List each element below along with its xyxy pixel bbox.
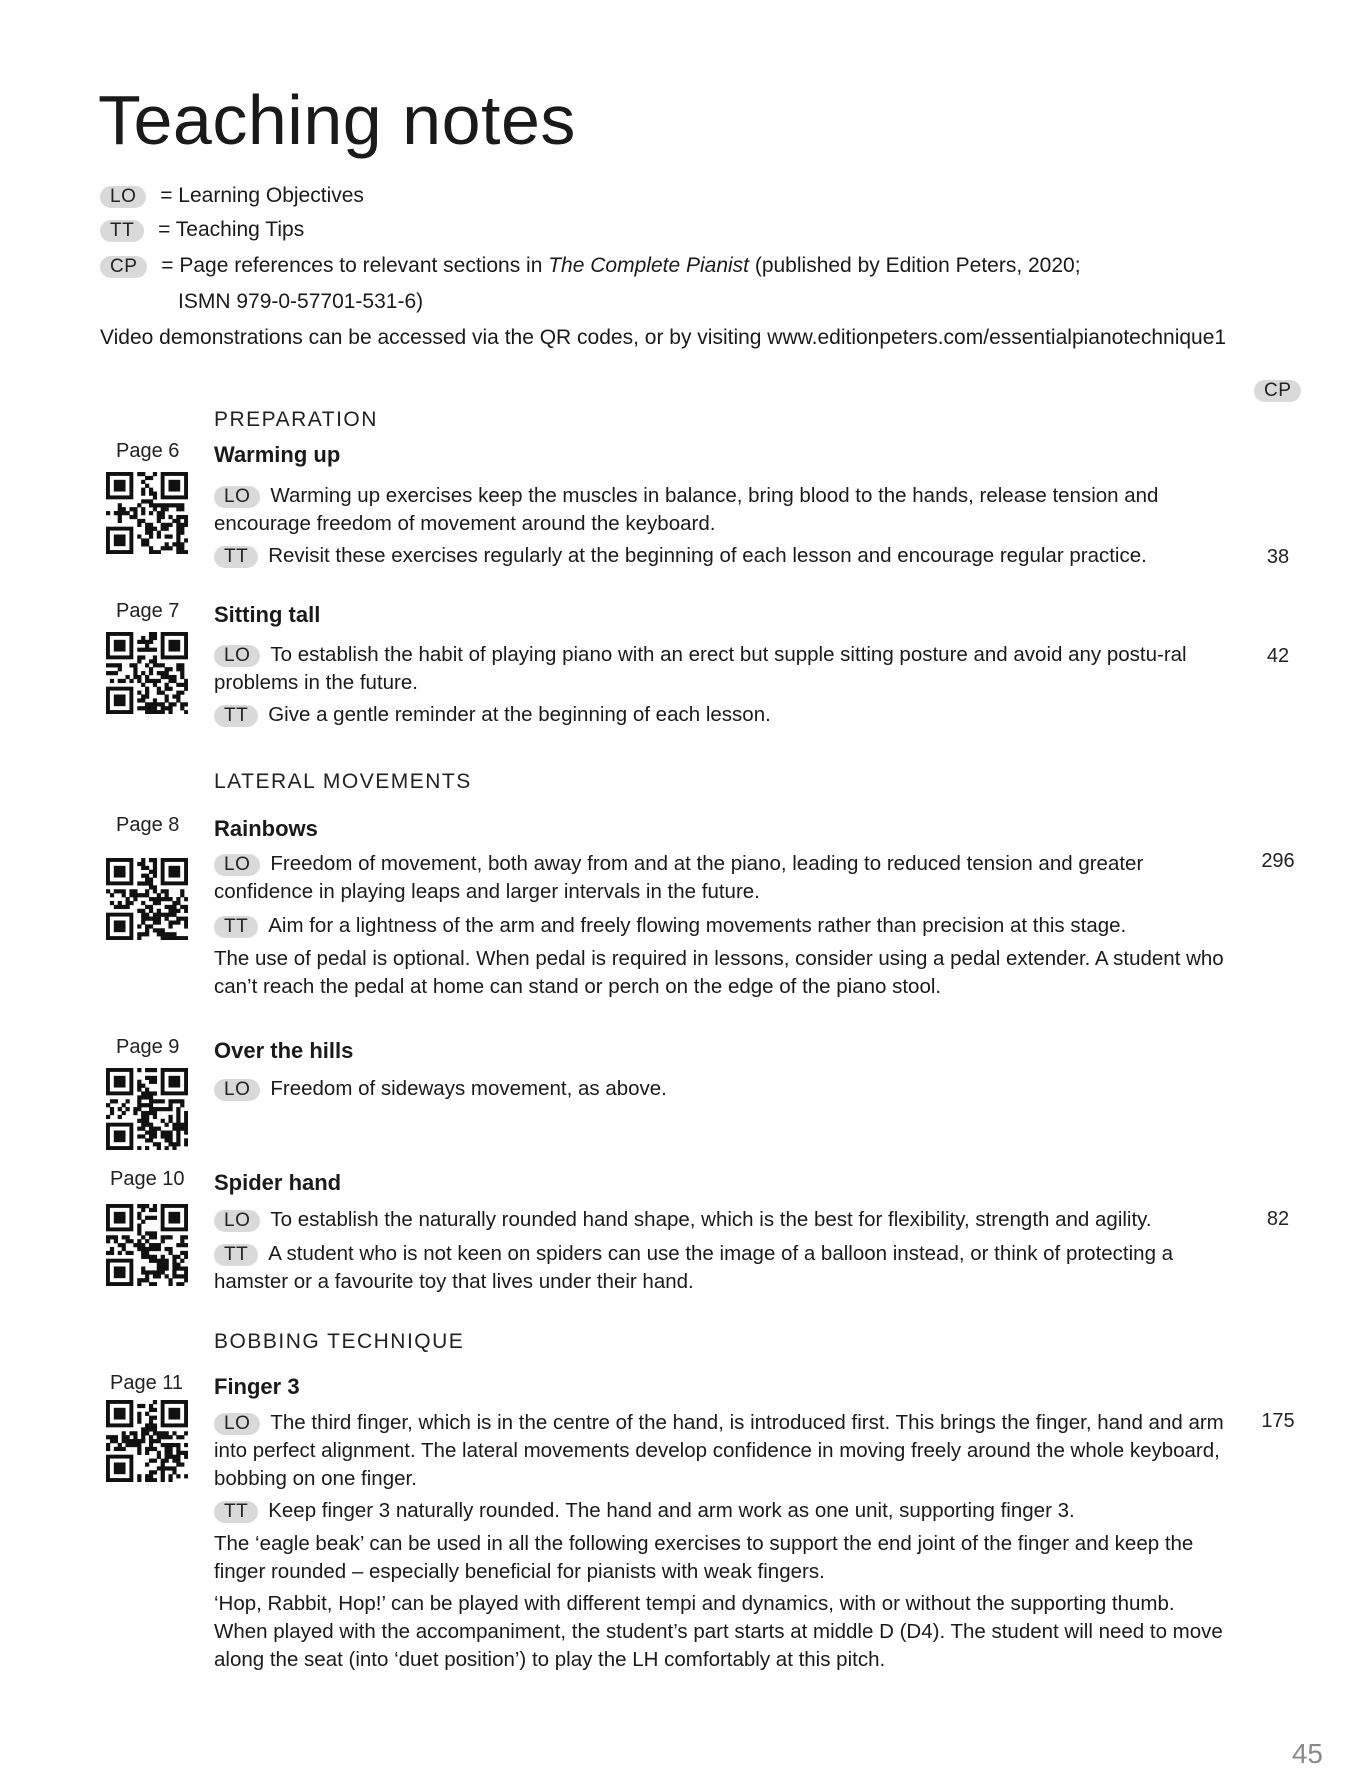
cp-column-header: CP bbox=[1254, 380, 1301, 402]
entry-title: Over the hills bbox=[214, 1038, 354, 1063]
cp-reference: 42 bbox=[1266, 645, 1290, 667]
legend-lo bbox=[100, 184, 364, 208]
note-paragraph: ‘Hop, Rabbit, Hop!’ can be played with different tempi and dynamics, with or without the supporting thumb. When played with the accompaniment, the student’s part starts at middle D (D4). The student will need to move along the seat (into ‘duet position’) to play the LH comfortably at this pitch. bbox=[214, 1592, 1223, 1671]
learning-objective: LO To establish the naturally rounded hand shape, which is the best for flexibility, strength and agility. bbox=[214, 1206, 1224, 1234]
legend-text: = Teaching Tips bbox=[158, 218, 305, 241]
learning-objective: LO To establish the habit of playing piano with an erect but supple sitting posture and avoid any postu-ral problems in the future. bbox=[214, 643, 1187, 694]
page-title: Teaching notes bbox=[98, 81, 576, 159]
tt-badge: TT bbox=[100, 220, 144, 242]
note-paragraph: The use of pedal is optional. When pedal is required in lessons, consider using a pedal extender. A student who can’t reach the pedal at home can stand or perch on the edge of the piano stool. bbox=[214, 947, 1224, 998]
page-ref: Page 10 bbox=[110, 1168, 185, 1190]
lo-badge: LO bbox=[100, 186, 146, 208]
cp-reference: 82 bbox=[1266, 1208, 1290, 1230]
learning-objective: LO Freedom of movement, both away from and at the piano, leading to reduced tension and greater confidence in playing leaps and larger intervals in the future. bbox=[214, 852, 1144, 903]
cp-badge: CP bbox=[100, 256, 147, 278]
qr-code-icon[interactable] bbox=[106, 858, 188, 940]
legend-cp-isbn: ISMN 979-0-57701-531-6) bbox=[178, 290, 424, 313]
page-number: 45 bbox=[1291, 1738, 1323, 1769]
entry-title: Rainbows bbox=[214, 816, 318, 841]
qr-code-icon[interactable] bbox=[106, 472, 188, 554]
cp-reference: 296 bbox=[1261, 850, 1295, 872]
page-ref: Page 6 bbox=[116, 440, 180, 462]
page-ref: Page 7 bbox=[116, 600, 180, 622]
entry-title: Sitting tall bbox=[214, 602, 321, 627]
cp-reference: 38 bbox=[1266, 546, 1290, 568]
teaching-tip: TT Give a gentle reminder at the beginning of each lesson. bbox=[214, 701, 1224, 729]
learning-objective: LO Freedom of sideways movement, as above. bbox=[214, 1075, 1224, 1103]
entry-title: Warming up bbox=[214, 442, 341, 467]
section-heading: PREPARATION bbox=[214, 408, 378, 431]
teaching-tip: TT Aim for a lightness of the arm and freely flowing movements rather than precision at this stage. bbox=[214, 912, 1224, 940]
learning-objective: LO The third finger, which is in the centre of the hand, is introduced first. This brings the finger, hand and arm into perfect alignment. The lateral movements develop confidence in moving freely around the whole keyboard, bobbing on one finger. bbox=[214, 1411, 1224, 1490]
page-ref: Page 9 bbox=[116, 1036, 180, 1058]
cp-reference: 175 bbox=[1261, 1410, 1295, 1432]
section-heading: BOBBING TECHNIQUE bbox=[214, 1330, 465, 1353]
legend-text: = Page references to relevant sections in The Complete Pianist (published by Edition Peters, 2020; bbox=[161, 254, 1081, 277]
legend-tt bbox=[100, 218, 304, 242]
note-paragraph: The ‘eagle beak’ can be used in all the following exercises to support the end joint of the finger and keep the finger rounded – especially beneficial for pianists with weak fingers. bbox=[214, 1532, 1194, 1583]
section-heading: LATERAL MOVEMENTS bbox=[214, 770, 472, 793]
teaching-tip: TT Revisit these exercises regularly at the beginning of each lesson and encourage regular practice. bbox=[214, 542, 1224, 570]
teaching-tip: TT Keep finger 3 naturally rounded. The hand and arm work as one unit, supporting finger 3. bbox=[214, 1497, 1224, 1525]
legend-cp bbox=[100, 254, 1081, 278]
legend-text: = Learning Objectives bbox=[160, 184, 364, 207]
qr-code-icon[interactable] bbox=[106, 1068, 188, 1150]
qr-code-icon[interactable] bbox=[106, 632, 188, 714]
page-ref: Page 11 bbox=[110, 1372, 184, 1394]
page-ref: Page 8 bbox=[116, 814, 180, 836]
intro-text: Video demonstrations can be accessed via the QR codes, or by visiting www.editionpeters.com/essentialpianotechnique1 bbox=[100, 326, 1227, 349]
entry-title: Finger 3 bbox=[214, 1374, 300, 1399]
qr-code-icon[interactable] bbox=[106, 1204, 188, 1286]
entry-title: Spider hand bbox=[214, 1170, 342, 1195]
qr-code-icon[interactable] bbox=[106, 1400, 188, 1482]
teaching-tip: TT A student who is not keen on spiders can use the image of a balloon instead, or think of protecting a hamster or a favourite toy that lives under their hand. bbox=[214, 1242, 1174, 1293]
learning-objective: LO Warming up exercises keep the muscles in balance, bring blood to the hands, release tension and encourage freedom of movement around the keyboard. bbox=[214, 484, 1159, 535]
